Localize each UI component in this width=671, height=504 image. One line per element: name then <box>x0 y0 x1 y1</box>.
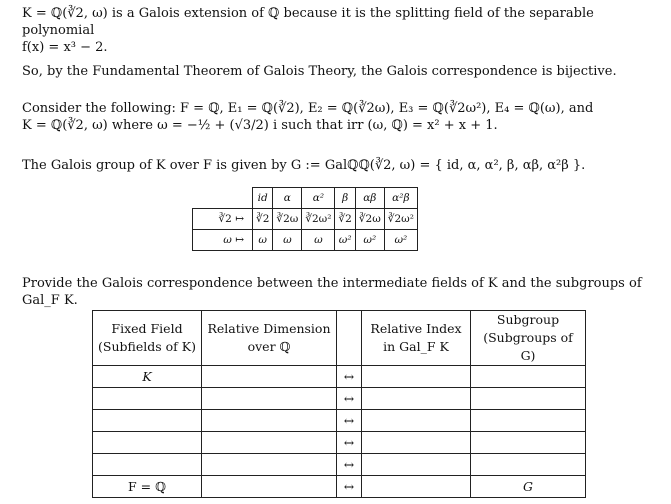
group-header-cell: αβ <box>355 188 384 209</box>
intro-line-1: K = ℚ(∛2, ω) is a Galois extension of ℚ because it is the splitting field of the separable polynomial <box>22 6 594 38</box>
group-header-cell: α²β <box>384 188 417 209</box>
galois-correspondence-table <box>92 310 586 498</box>
correspondence-arrow: ↔ <box>337 476 362 498</box>
relative-index-cell[interactable] <box>362 410 471 432</box>
corr-header-row <box>93 311 586 366</box>
consider-paragraph <box>22 100 650 134</box>
group-header-cell: β <box>335 188 355 209</box>
subgroup-cell[interactable] <box>471 454 586 476</box>
relative-index-cell[interactable] <box>362 366 471 388</box>
relative-index-cell[interactable] <box>362 476 471 498</box>
fixed-field-cell[interactable] <box>93 410 202 432</box>
group-cell: ∛2 <box>253 209 273 230</box>
subgroup-cell[interactable] <box>471 366 586 388</box>
corr-row <box>93 476 586 498</box>
relative-dimension-cell[interactable] <box>202 454 337 476</box>
subgroup-cell: G <box>471 476 586 498</box>
galois-group-text: The Galois group of K over F is given by G := Galℚℚ(∛2, ω) = { id, α, α², β, αβ, α²β }. <box>22 158 586 173</box>
group-header-cell: id <box>253 188 273 209</box>
relative-dimension-cell[interactable] <box>202 432 337 454</box>
subgroup-cell[interactable] <box>471 432 586 454</box>
corr-row <box>93 366 586 388</box>
header-relative-index: Relative Index in Gal_F K <box>362 311 471 366</box>
consider-line-1: Consider the following: F = ℚ, E₁ = ℚ(∛2), E₂ = ℚ(∛2ω), E₃ = ℚ(∛2ω²), E₄ = ℚ(ω), and <box>22 101 594 116</box>
group-cell: ∛2ω² <box>302 209 335 230</box>
group-table-row <box>193 230 418 251</box>
correspondence-arrow: ↔ <box>337 454 362 476</box>
corr-row <box>93 388 586 410</box>
correspondence-arrow: ↔ <box>337 432 362 454</box>
group-cell: ω <box>302 230 335 251</box>
header-arrow-column <box>337 311 362 366</box>
group-header-cell: α² <box>302 188 335 209</box>
corr-row <box>93 432 586 454</box>
group-cell: ω <box>273 230 302 251</box>
relative-dimension-cell[interactable] <box>202 476 337 498</box>
fixed-field-cell[interactable] <box>93 388 202 410</box>
subgroup-cell[interactable] <box>471 388 586 410</box>
group-cell: ω <box>253 230 273 251</box>
consider-line-2: K = ℚ(∛2, ω) where ω = −½ + (√3/2) i such that irr (ω, ℚ) = x² + x + 1. <box>22 118 498 133</box>
corr-row <box>93 410 586 432</box>
relative-dimension-cell[interactable] <box>202 366 337 388</box>
correspondence-arrow: ↔ <box>337 388 362 410</box>
intro-paragraph <box>22 5 650 56</box>
group-header-cell: α <box>273 188 302 209</box>
group-cell: ∛2 <box>335 209 355 230</box>
header-subgroup: Subgroup (Subgroups of G) <box>471 311 586 366</box>
group-cell: ∛2ω <box>273 209 302 230</box>
fundamental-theorem-text: So, by the Fundamental Theorem of Galois Theory, the Galois correspondence is bijective. <box>22 64 617 79</box>
group-table-row <box>193 209 418 230</box>
group-row-label: ∛2 ↦ <box>193 209 253 230</box>
group-cell: ω² <box>355 230 384 251</box>
subgroup-cell[interactable] <box>471 410 586 432</box>
header-relative-dimension: Relative Dimension over ℚ <box>202 311 337 366</box>
correspondence-arrow: ↔ <box>337 410 362 432</box>
intro-line-2: f(x) = x³ − 2. <box>22 40 108 55</box>
corr-row <box>93 454 586 476</box>
relative-dimension-cell[interactable] <box>202 410 337 432</box>
group-cell: ω² <box>335 230 355 251</box>
group-table-header-row <box>193 188 418 209</box>
prompt-text: Provide the Galois correspondence between the intermediate fields of K and the subgroups of Gal_F K. <box>22 276 642 308</box>
relative-index-cell[interactable] <box>362 388 471 410</box>
fixed-field-cell[interactable] <box>93 432 202 454</box>
group-row-label: ω ↦ <box>193 230 253 251</box>
relative-index-cell[interactable] <box>362 454 471 476</box>
group-cell: ω² <box>384 230 417 251</box>
fixed-field-cell[interactable] <box>93 454 202 476</box>
relative-index-cell[interactable] <box>362 432 471 454</box>
fixed-field-cell: K <box>93 366 202 388</box>
group-cell: ∛2ω² <box>384 209 417 230</box>
group-cell: ∛2ω <box>355 209 384 230</box>
relative-dimension-cell[interactable] <box>202 388 337 410</box>
correspondence-arrow: ↔ <box>337 366 362 388</box>
galois-group-table <box>192 187 418 251</box>
header-fixed-field: Fixed Field (Subfields of K) <box>93 311 202 366</box>
fixed-field-cell: F = ℚ <box>93 476 202 498</box>
